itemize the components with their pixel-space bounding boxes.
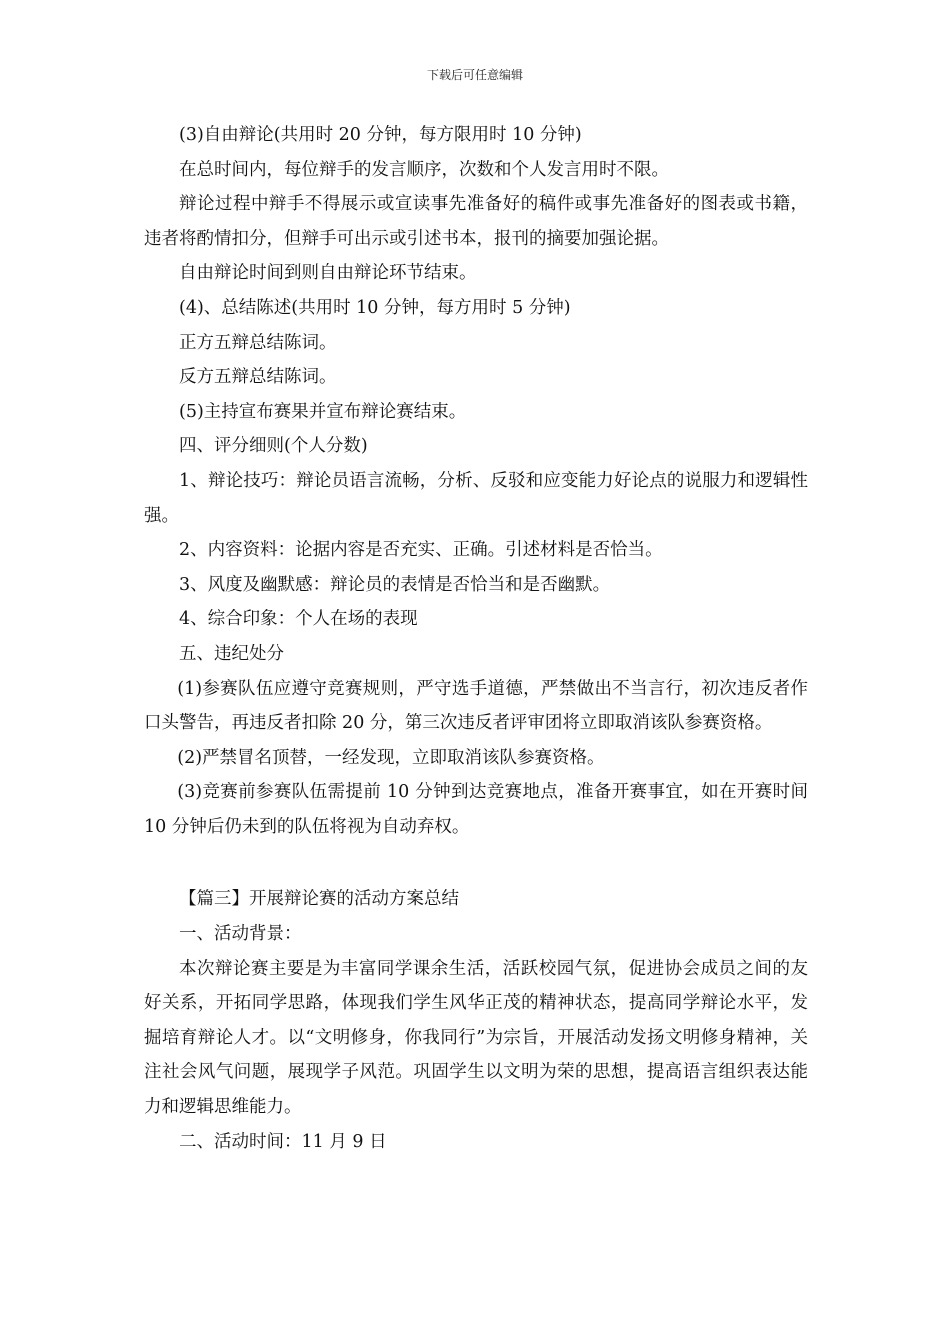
heading-discipline: 五、违纪处分 <box>179 643 284 664</box>
paragraph-demeanor-humor: 3、风度及幽默感：辩论员的表情是否恰当和是否幽默。 <box>179 574 611 595</box>
paragraph-negative-closing: 反方五辩总结陈词。 <box>179 367 337 388</box>
heading-activity-background: 一、活动背景： <box>179 924 302 945</box>
paragraph-debate-skills: 1、辩论技巧：辩论员语言流畅，分析、反驳和应变能力好论点的说服力和逻辑性强。 <box>144 470 808 526</box>
paragraph-discipline-rule-1: (1)参赛队伍应遵守竞赛规则，严守选手道德，严禁做出不当言行，初次违反者作口头警告，再违反者扣除 20 分，第三次违反者评审团将立即取消该队参赛资格。 <box>144 678 808 734</box>
heading-scoring-rules: 四、评分细则(个人分数) <box>179 436 368 457</box>
paragraph-free-debate: (3)自由辩论(共用时 20 分钟，每方限用时 10 分钟) <box>179 125 582 145</box>
paragraph-affirmative-closing: 正方五辩总结陈词。 <box>179 332 337 353</box>
paragraph-overall-impression: 4、综合印象：个人在场的表现 <box>179 609 418 630</box>
section-spacer <box>144 844 808 882</box>
paragraph-discipline-rule-3: (3)竞赛前参赛队伍需提前 10 分钟到达竞赛地点，准备开赛事宜，如在开赛时间 10 分钟后仍未到的队伍将视为自动弃权。 <box>144 782 808 837</box>
paragraph-content-material: 2、内容资料：论据内容是否充实、正确。引述材料是否恰当。 <box>179 540 663 561</box>
heading-activity-time: 二、活动时间：11 月 9 日 <box>179 1131 387 1152</box>
paragraph-discipline-rule-2: (2)严禁冒名顶替，一经发现，立即取消该队参赛资格。 <box>177 747 605 768</box>
paragraph-activity-background: 本次辩论赛主要是为丰富同学课余生活，活跃校园气氛，促进协会成员之间的友好关系，开拓同学思路，体现我们学生风华正茂的精神状态，提高同学辩论水平，发掘培育辩论人才。以“文明修身，你我同行”为宗旨，开展活动发扬文明修身精神，关注社会风气问题，展现学子风范。巩固学生以文明为荣的思想，提高语言组织表达能力和逻辑思维能力。 <box>144 958 808 1118</box>
paragraph-closing-statements: (4)、总结陈述(共用时 10 分钟，每方用时 5 分钟) <box>179 297 571 318</box>
paragraph-no-scripts: 辩论过程中辩手不得展示或宣读事先准备好的稿件或事先准备好的图表或书籍，违者将酌情扣分，但辩手可出示或引述书本，报刊的摘要加强论据。 <box>144 194 808 249</box>
heading-part-three: 【篇三】开展辩论赛的活动方案总结 <box>179 889 459 910</box>
paragraph-announce-result: (5)主持宣布赛果并宣布辩论赛结束。 <box>179 401 467 422</box>
paragraph-free-debate-end: 自由辩论时间到则自由辩论环节结束。 <box>179 263 477 284</box>
paragraph-speaking-order: 在总时间内，每位辩手的发言顺序，次数和个人发言用时不限。 <box>179 159 669 180</box>
document-body <box>144 118 808 1159</box>
page-header-note: 下载后可任意编辑 <box>426 68 523 82</box>
